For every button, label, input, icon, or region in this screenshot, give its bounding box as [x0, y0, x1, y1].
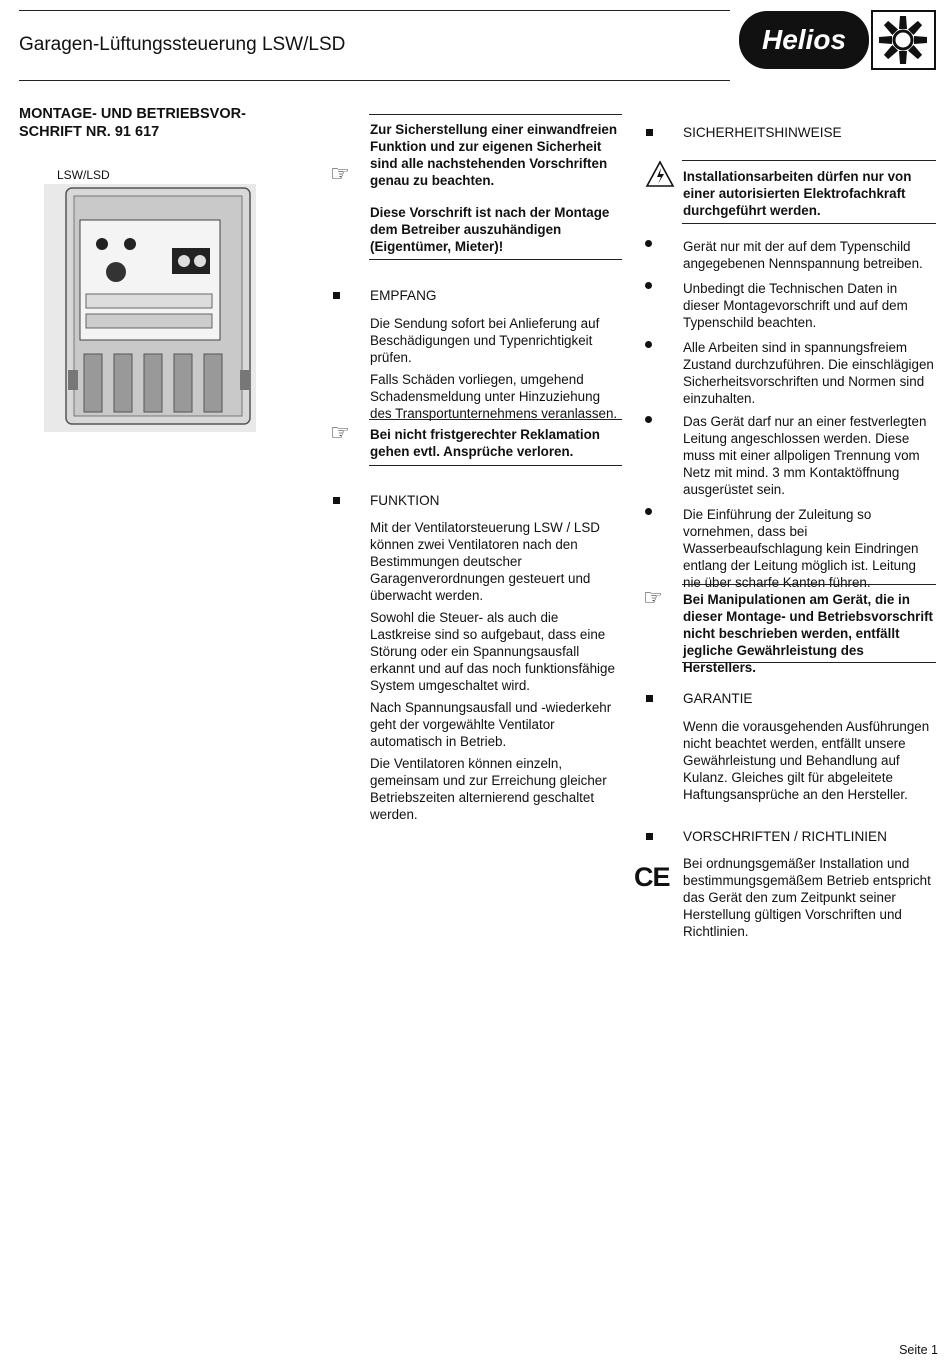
dot-bullet-icon	[645, 416, 652, 423]
dot-bullet-icon	[645, 240, 652, 247]
square-bullet-icon	[646, 695, 653, 702]
rule-manipulation-bottom	[682, 662, 936, 663]
warning-text: Installationsarbeiten dürfen nur von einer autorisierten Elektrofachkraft durchgeführt werden.	[683, 169, 912, 218]
page-title: Garagen-Lüftungssteuerung LSW/LSD	[19, 34, 346, 55]
header-top-rule	[19, 10, 730, 11]
safety-item: Das Gerät darf nur an einer festverlegten Leitung angeschlossen werden. Diese muss mit einer allpoligen Trennung vom Netz mit mind. 3 mm Kontaktöffnung ausgerüstet sein.	[683, 414, 927, 497]
logo-text: Helios	[761, 24, 847, 55]
device-photo	[44, 184, 256, 432]
funktion-paragraph: Mit der Ventilatorsteuerung LSW / LSD können zwei Ventilatoren nach den Bestimmungen deutscher Garagenverordnungen gesteuert und überwacht werden.	[370, 520, 600, 603]
funktion-paragraph: Sowohl die Steuer- als auch die Lastkreise sind so aufgebaut, dass eine Störung oder ein Spannungsausfall erkannt und auf das noch funktionsfähige System umgeschaltet wird.	[370, 610, 615, 693]
warning-triangle-icon	[645, 160, 675, 188]
funktion-text	[370, 519, 622, 828]
dot-bullet-icon	[645, 508, 652, 515]
handover-notice: Diese Vorschrift ist nach der Montage dem Betreiber auszuhändigen (Eigentümer, Mieter)!	[370, 205, 610, 254]
document-title	[19, 105, 279, 141]
empfang-paragraph: Die Sendung sofort bei Anlieferung auf Beschädigungen und Typenrichtigkeit prüfen.	[370, 316, 600, 365]
pointing-hand-icon: ☞	[330, 161, 350, 186]
rule-manipulation-top	[682, 584, 936, 585]
square-bullet-icon	[333, 292, 340, 299]
rule-intro-top	[369, 114, 622, 115]
header-bottom-rule	[19, 80, 730, 81]
empfang-notice: Bei nicht fristgerechter Reklamation gehen evtl. Ansprüche verloren.	[370, 427, 600, 459]
funktion-paragraph: Die Ventilatoren können einzeln, gemeinsam und zur Erreichung gleicher Betriebszeiten alternierend geschaltet werden.	[370, 756, 607, 822]
pointing-hand-icon: ☞	[330, 420, 350, 445]
safety-item: Die Einführung der Zuleitung so vornehmen, dass bei Wasserbeaufschlagung kein Eindringen entlang der Leitung möglich ist. Leitung nie über scharfe Kanten führen.	[683, 507, 919, 590]
helios-logo	[738, 10, 936, 70]
square-bullet-icon	[646, 129, 653, 136]
section-heading-vorschriften: VORSCHRIFTEN / RICHTLINIEN	[683, 829, 887, 844]
dot-bullet-icon	[645, 282, 652, 289]
section-heading-empfang: EMPFANG	[370, 288, 437, 303]
rule-warning-top	[682, 160, 936, 161]
funktion-paragraph: Nach Spannungsausfall und -wiederkehr geht der vorgewählte Ventilator automatisch in Betrieb.	[370, 700, 612, 749]
vorschriften-text: Bei ordnungsgemäßer Installation und bestimmungsgemäßem Betrieb entspricht das Gerät den zum Zeitpunkt seiner Herstellung gültigen Vorschriften und Richtlinien.	[683, 856, 931, 939]
document-title-line2: SCHRIFT NR. 91 617	[19, 124, 160, 140]
ce-mark-icon: CE	[634, 862, 670, 892]
document-title-line1: MONTAGE- UND BETRIEBSVOR-	[19, 106, 246, 122]
rule-empfang-notice-top	[369, 419, 622, 420]
empfang-text	[370, 315, 622, 427]
photo-label: LSW/LSD	[57, 168, 110, 182]
rule-warning-bottom	[682, 223, 936, 224]
garantie-text: Wenn die vorausgehenden Ausführungen nicht beachtet werden, entfällt unsere Gewährleistung und Behandlung auf Kulanz. Gleiches gilt für abgeleitete Haftungsansprüche an den Hersteller.	[683, 719, 930, 802]
square-bullet-icon	[646, 833, 653, 840]
square-bullet-icon	[333, 497, 340, 504]
section-heading-garantie: GARANTIE	[683, 691, 753, 706]
rule-intro-bottom	[369, 259, 622, 260]
safety-item: Unbedingt die Technischen Daten in dieser Montagevorschrift und auf dem Typenschild beachten.	[683, 281, 908, 330]
pointing-hand-icon: ☞	[643, 585, 663, 610]
safety-item: Alle Arbeiten sind in spannungsfreiem Zustand durchzuführen. Die einschlägigen Sicherheitsvorschriften und Normen sind einzuhalten.	[683, 340, 934, 406]
section-heading-funktion: FUNKTION	[370, 493, 440, 508]
empfang-paragraph: Falls Schäden vorliegen, umgehend Schadensmeldung unter Hinzuziehung des Transportunternehmens veranlassen.	[370, 372, 618, 421]
manipulation-notice: Bei Manipulationen am Gerät, die in dieser Montage- und Betriebsvorschrift nicht beschrieben werden, entfällt jegliche Gewährleistung des Herstellers.	[683, 592, 934, 675]
dot-bullet-icon	[645, 341, 652, 348]
rule-empfang-notice-bottom	[369, 465, 622, 466]
page-number: Seite 1	[899, 1343, 938, 1357]
safety-item: Gerät nur mit der auf dem Typenschild angegebenen Nennspannung betreiben.	[683, 239, 923, 271]
intro-notice: Zur Sicherstellung einer einwandfreien Funktion und zur eigenen Sicherheit sind alle nachstehenden Vorschriften genau zu beachten.	[370, 122, 618, 188]
section-heading-sicherheit: SICHERHEITSHINWEISE	[683, 125, 842, 140]
